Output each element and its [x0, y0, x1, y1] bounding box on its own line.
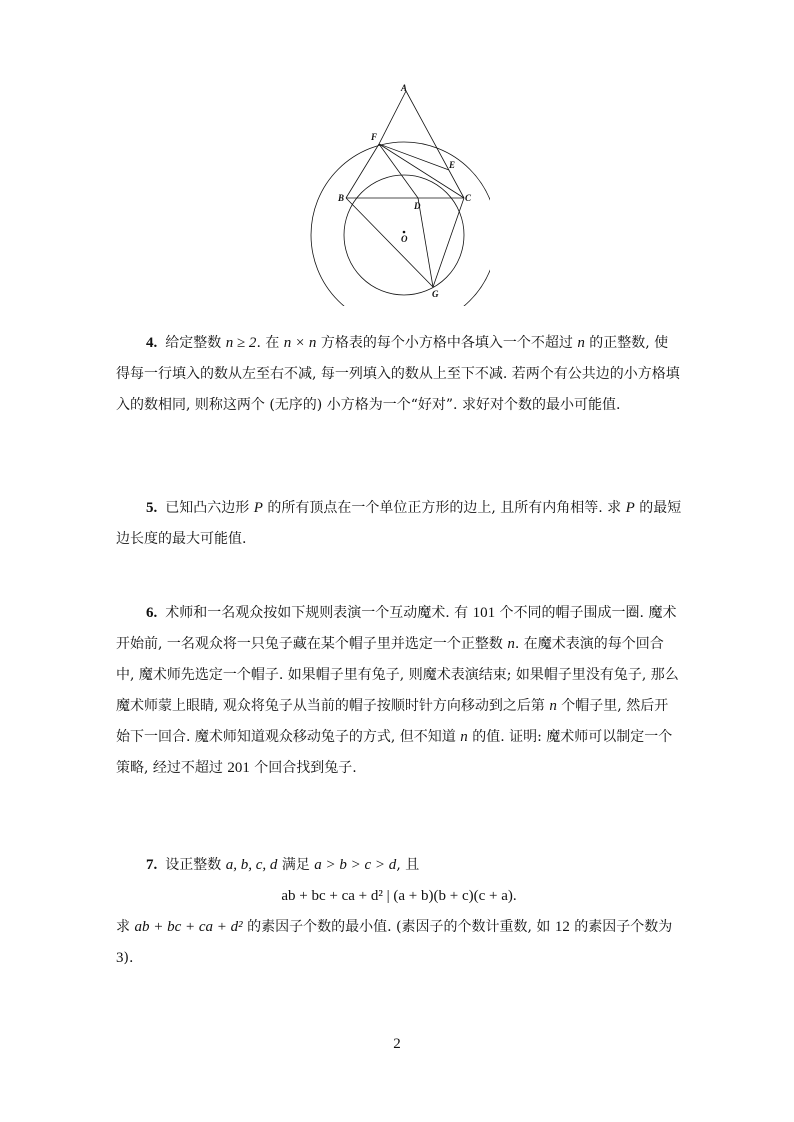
label-A: A: [401, 83, 408, 93]
problem-5-text: 5. 已知凸六边形 P 的所有顶点在一个单位正方形的边上, 且所有内角相等. 求 P 的最短边长度的最大可能值.: [116, 500, 682, 547]
segment-AF: [379, 91, 406, 144]
problem-5: [116, 493, 682, 555]
label-B: B: [338, 193, 345, 203]
problem-4-text: 4. 给定整数 n ≥ 2. 在 n × n 方格表的每个小方格中各填入一个不超过 n 的正整数, 使得每一行填入的数从左至右不减, 每一列填入的数从上至下不减. 若两个有公共边的小方格填入的数相同, 则称这两个 (无序的) 小方格为一个“好对”. 求好对个数的最小可能值.: [116, 335, 680, 413]
label-E: E: [449, 160, 456, 170]
label-O: O: [401, 234, 408, 244]
problem-7: [116, 850, 682, 974]
problem-7-outro: 求 ab + bc + ca + d² 的素因子个数的最小值. (素因子的个数计重数, 如 12 的素因子个数为 3).: [116, 919, 673, 966]
center-point: [403, 231, 406, 234]
problem-7-intro: 7. 设正整数 a, b, c, d 满足 a > b > c > d, 且: [146, 857, 420, 873]
segment-CG: [433, 198, 464, 287]
label-G: G: [432, 289, 439, 299]
problem-number: 5.: [146, 500, 158, 516]
segment-FD: [379, 144, 418, 198]
segment-AC: [406, 91, 464, 198]
problem-number: 6.: [146, 605, 158, 621]
label-C: C: [465, 193, 472, 203]
page-number: 2: [393, 1036, 401, 1052]
problem-number: 4.: [146, 335, 158, 351]
circle-triangle-diagram: [300, 82, 490, 306]
segment-FC: [379, 144, 464, 198]
display-equation: ab + bc + ca + d² | (a + b)(b + c)(c + a).: [281, 888, 517, 904]
problem-number: 7.: [146, 857, 158, 873]
label-F: F: [371, 132, 378, 142]
problem-6: [116, 598, 682, 784]
label-D: D: [414, 201, 421, 211]
problem-4: [116, 328, 682, 421]
geometry-figure: [300, 82, 490, 306]
problem-6-text: 6. 术师和一名观众按如下规则表演一个互动魔术. 有 101 个不同的帽子围成一圈. 魔术开始前, 一名观众将一只兔子藏在某个帽子里并选定一个正整数 n. 在魔术表演的每个回合中, 魔术师先选定一个帽子. 如果帽子里有兔子, 则魔术表演结束; 如果帽子里没有兔子, 那么魔术师蒙上眼睛, 观众将兔子从当前的帽子按顺时针方向移动到之后第 n 个帽子里, 然后开始下一回合. 魔术师知道观众移动兔子的方式, 但不知道 n 的值. 证明: 魔术师可以制定一个策略, 经过不超过 201 个回合找到兔子.: [116, 605, 679, 776]
